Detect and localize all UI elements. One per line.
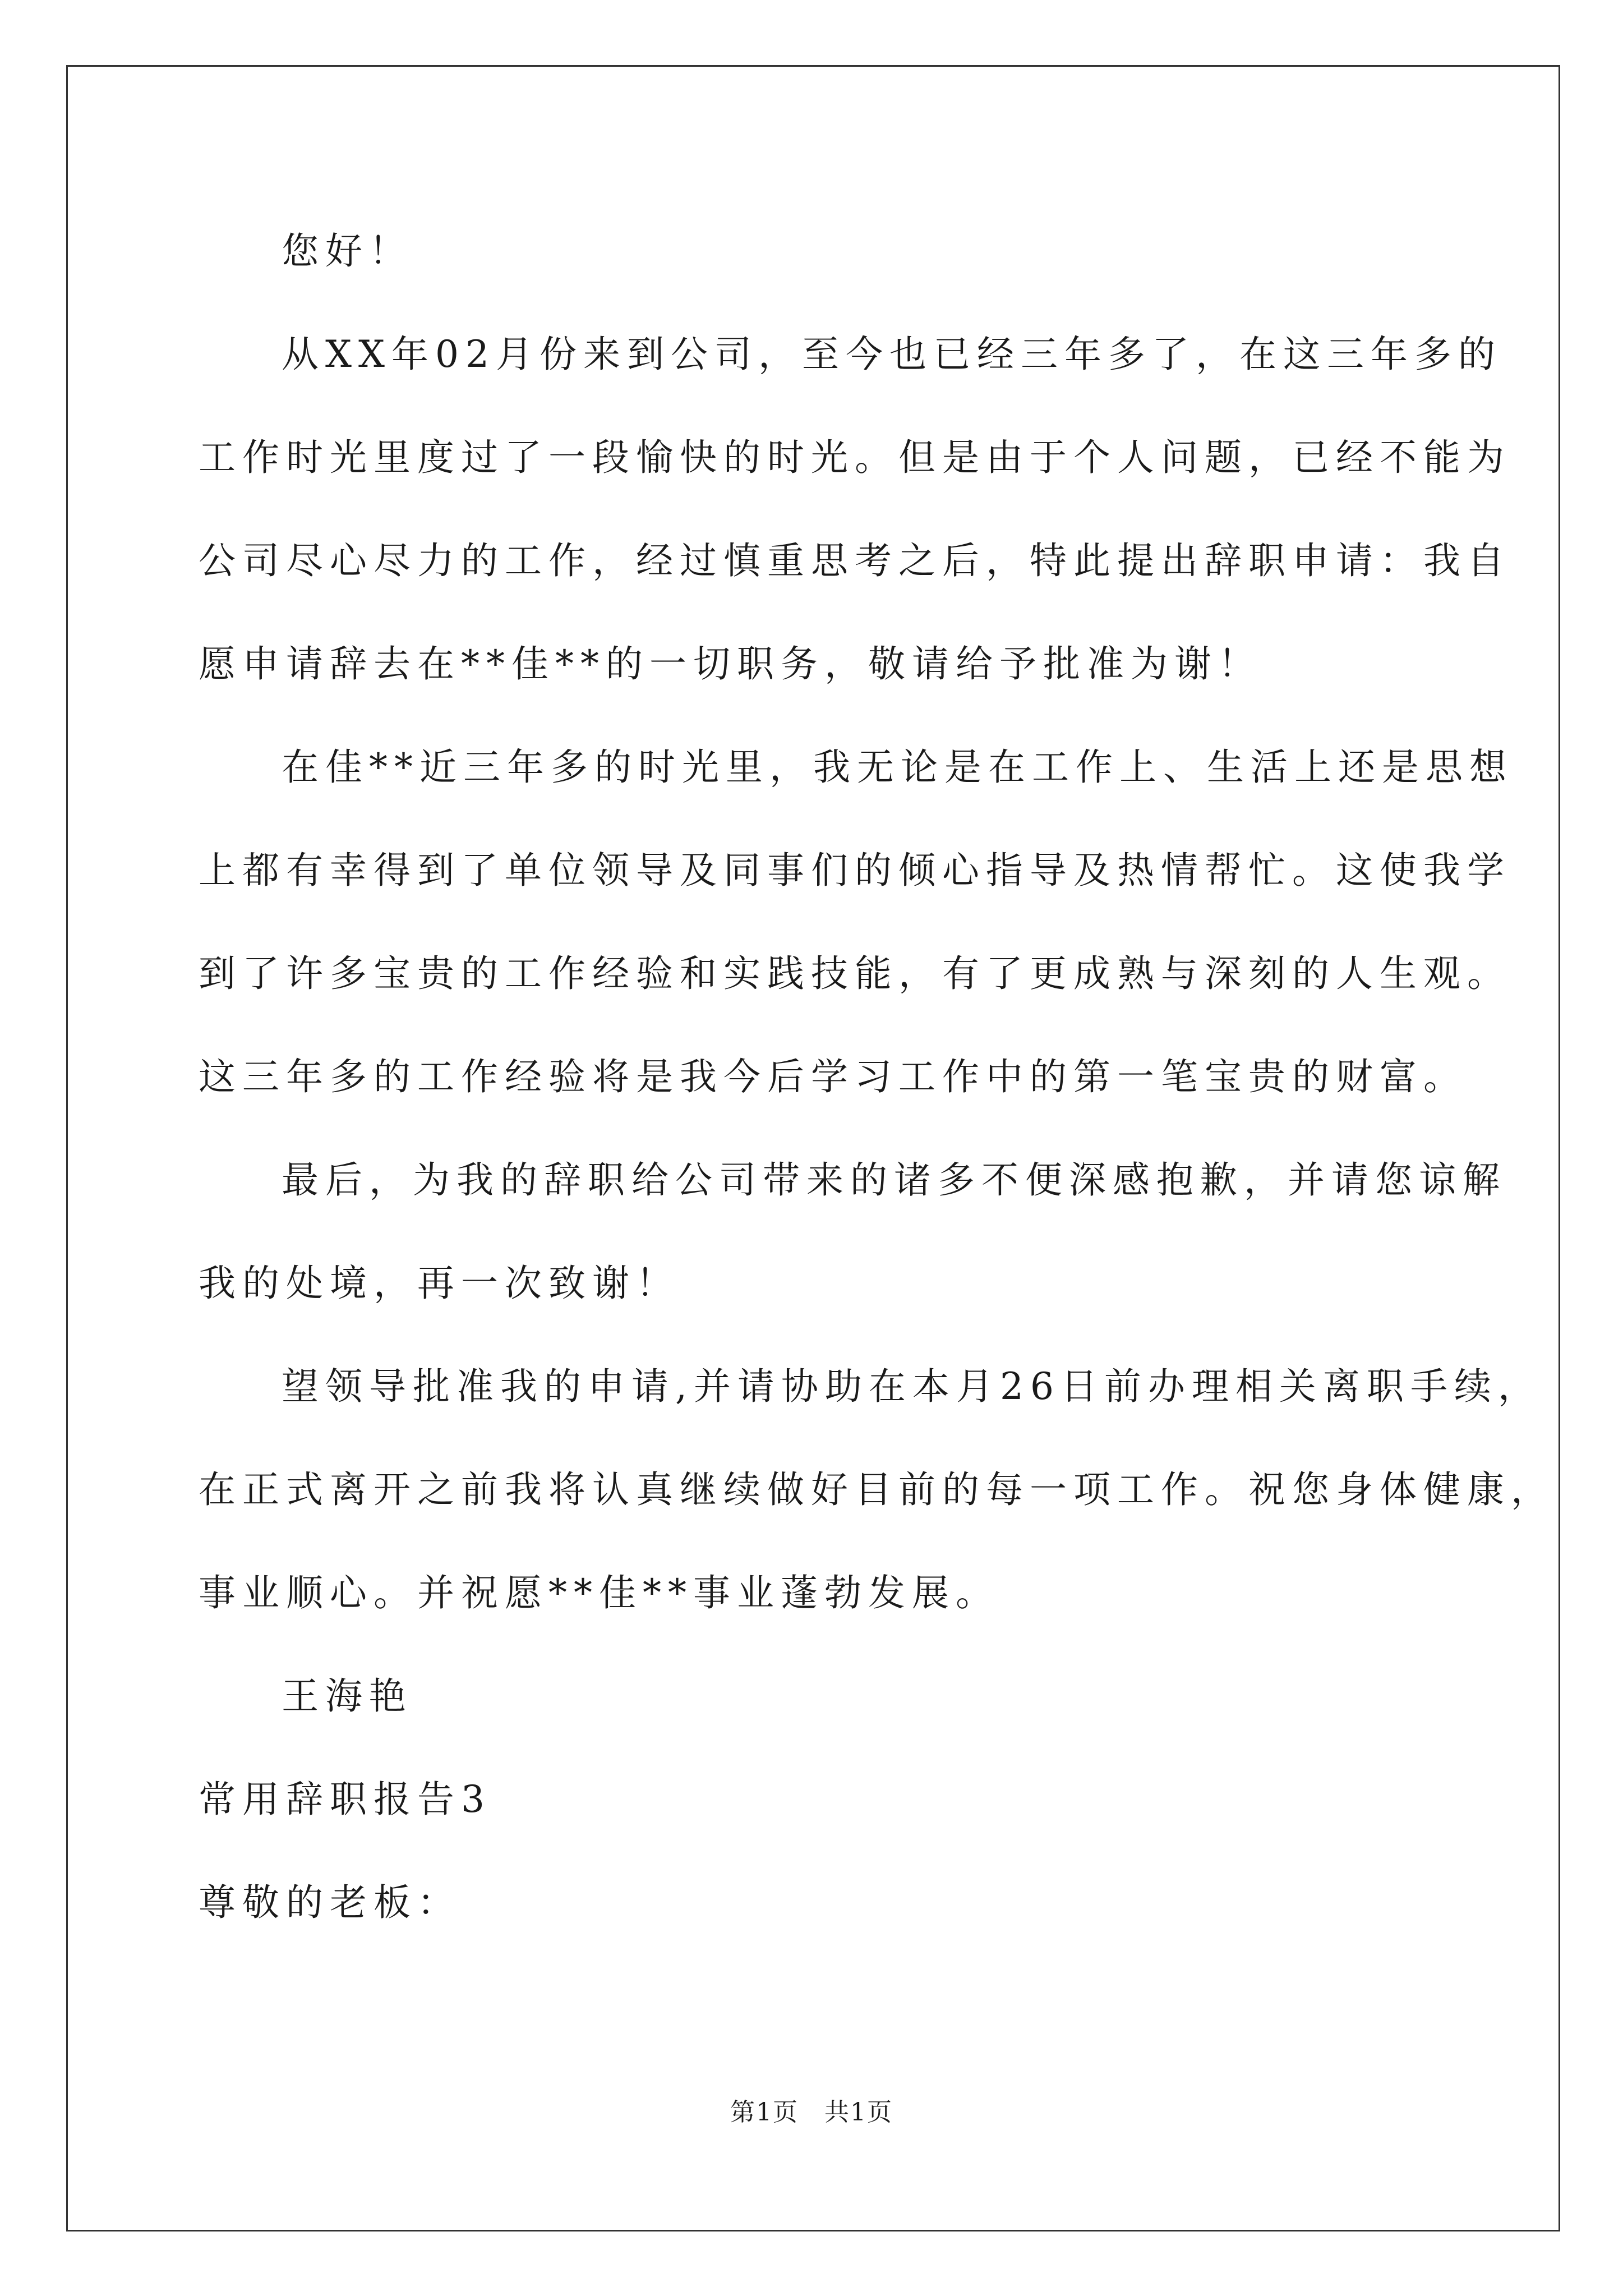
paragraph-2-line-3: 到了许多宝贵的工作经验和实践技能，有了更成熟与深刻的人生观。 <box>199 952 1511 995</box>
paragraph-1-line-1: 从XX年02月份来到公司，至今也已经三年多了，在这三年多的 <box>282 333 1502 376</box>
paragraph-1-line-2: 工作时光里度过了一段愉快的时光。但是由于个人问题，已经不能为 <box>199 436 1511 479</box>
paragraph-2-line-1: 在佳**近三年多的时光里，我无论是在工作上、生活上还是思想 <box>282 746 1513 789</box>
paragraph-3-line-1: 最后，为我的辞职给公司带来的诸多不便深感抱歉，并请您谅解 <box>282 1158 1506 1202</box>
paragraph-2-line-2: 上都有幸得到了单位领导及同事们的倾心指导及热情帮忙。这使我学 <box>199 849 1511 892</box>
salutation: 尊敬的老板： <box>199 1881 461 1924</box>
paragraph-1-line-3: 公司尽心尽力的工作，经过慎重思考之后，特此提出辞职申请：我自 <box>199 539 1511 582</box>
greeting: 您好！ <box>282 229 413 273</box>
paragraph-4-line-2: 在正式离开之前我将认真继续做好目前的每一项工作。祝您身体健康， <box>199 1468 1555 1511</box>
paragraph-2-line-4: 这三年多的工作经验将是我今后学习工作中的第一笔宝贵的财富。 <box>199 1055 1467 1098</box>
section-heading: 常用辞职报告3 <box>199 1778 491 1821</box>
paragraph-4-line-3: 事业顺心。并祝愿**佳**事业蓬勃发展。 <box>199 1571 999 1614</box>
signature-name: 王海艳 <box>282 1674 413 1718</box>
paragraph-4-line-1: 望领导批准我的申请,并请协助在本月26日前办理相关离职手续， <box>282 1365 1542 1408</box>
page-number: 第1页 共1页 <box>730 2098 893 2127</box>
paragraph-1-line-4: 愿申请辞去在**佳**的一切职务，敬请给予批准为谢！ <box>199 642 1262 685</box>
paragraph-3-line-2: 我的处境，再一次致谢！ <box>199 1262 680 1305</box>
